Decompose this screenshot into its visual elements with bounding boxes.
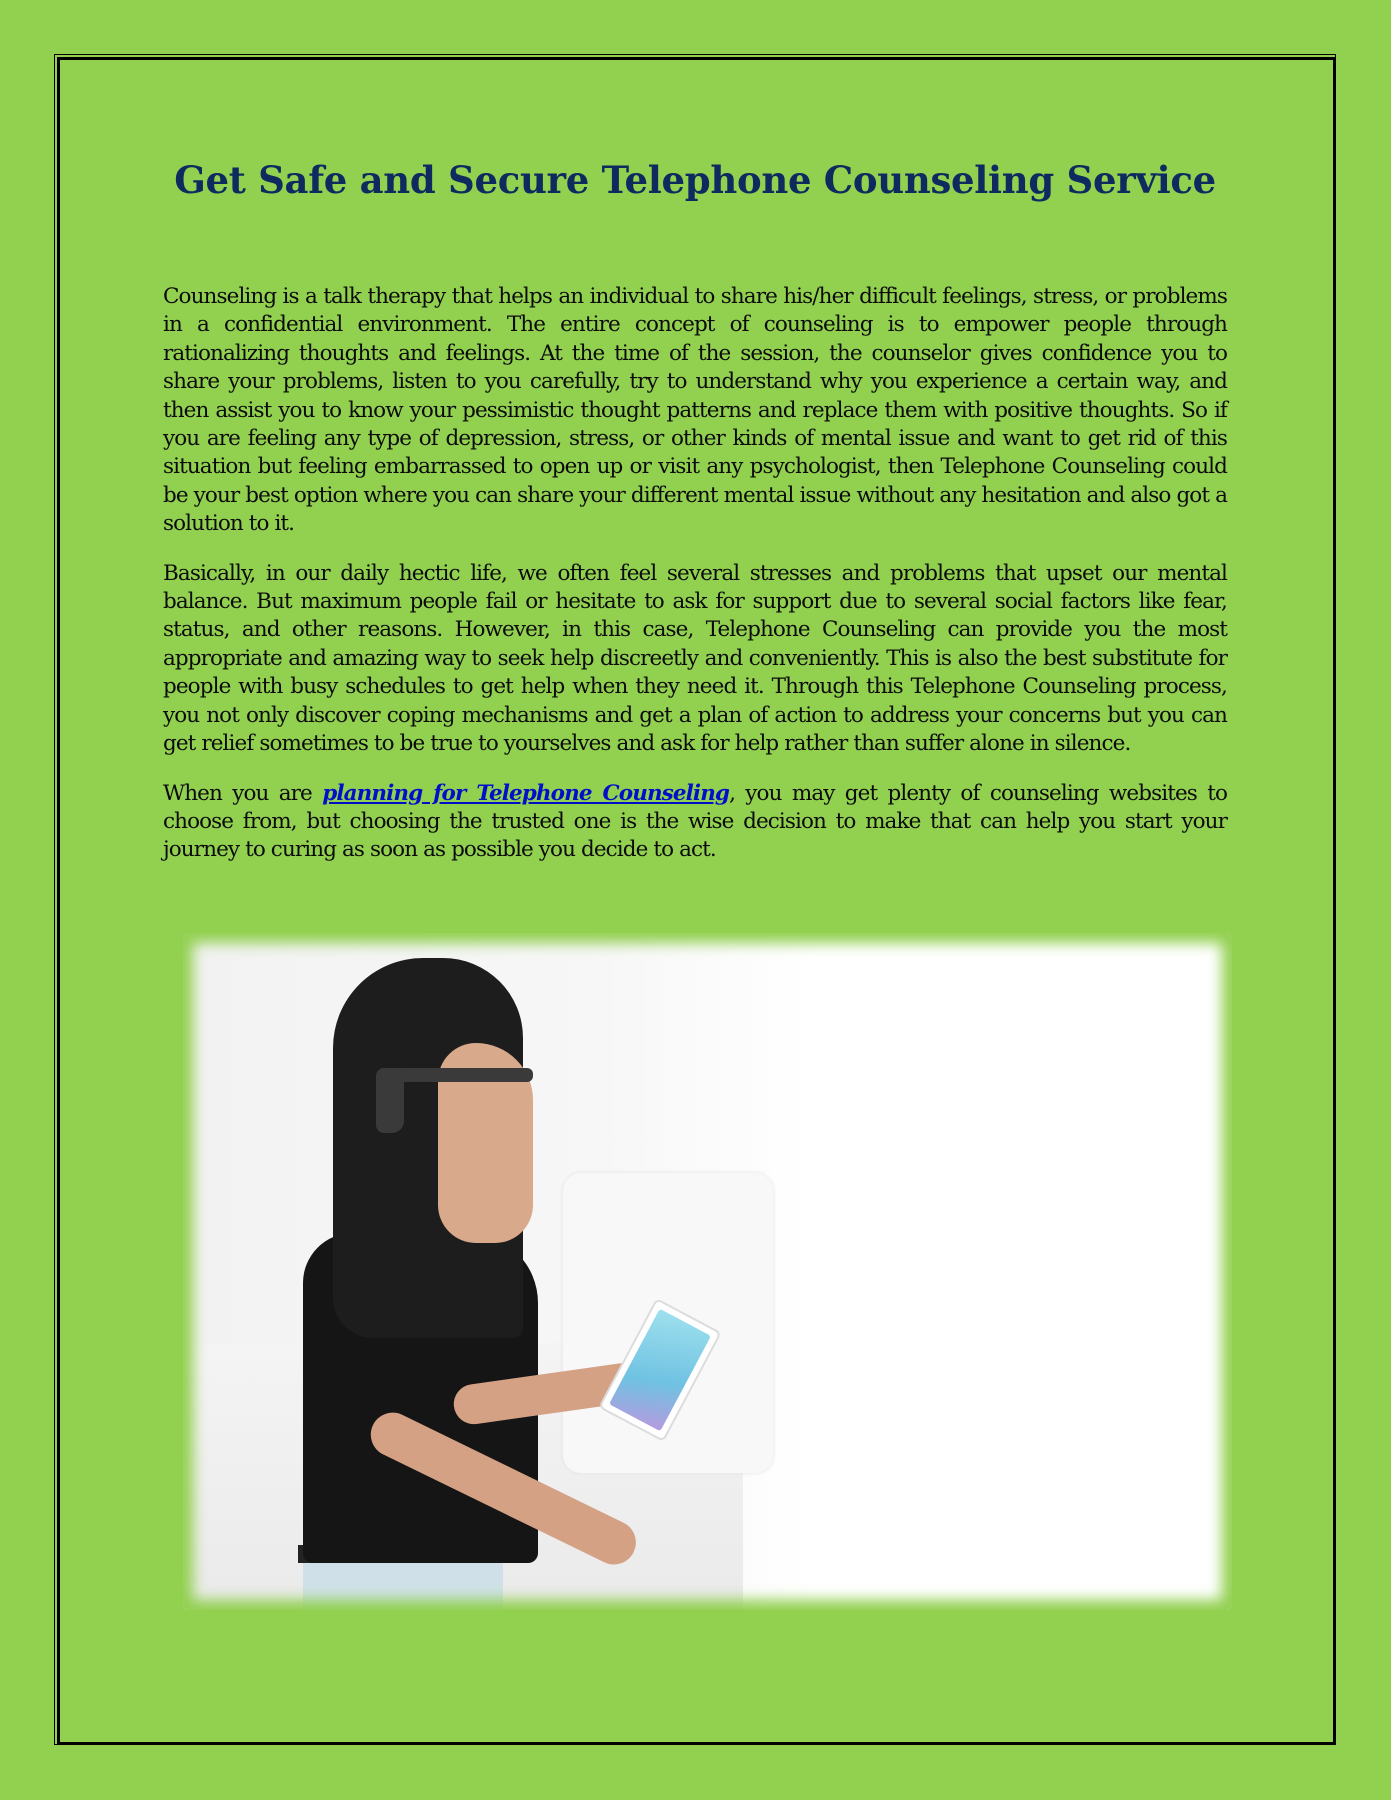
article-photo	[183, 933, 1232, 1610]
paragraph-2: Basically, in our daily hectic life, we often feel several stresses and problems that upset our mental balance. But maximum people fail or hesitate to ask for support due to several social factors like fear, status, and other reasons. However, in this case, Telephone Counseling can provide you the most appropriate and amazing way to seek help discreetly and conveniently. This is also the best substitute for people with busy schedules to get help when they need it. Through this Telephone Counseling process, you not only discover coping mechanisms and get a plan of action to address your concerns but you can get relief sometimes to be true to yourselves and ask for help rather than suffer alone in silence.	[163, 560, 1227, 757]
paragraph-3-lead: When you are	[163, 780, 323, 806]
paragraph-1: Counseling is a talk therapy that helps an individual to share his/her difficult feelings, stress, or problems in a confidential environment. The entire concept of counseling is to empower people through rationalizing thoughts and feelings. At the time of the session, the counselor gives confidence you to share your problems, listen to you carefully, try to understand why you experience a certain way, and then assist you to know your pessimistic thought patterns and replace them with positive thoughts. So if you are feeling any type of depression, stress, or other kinds of mental issue and want to get rid of this situation but feeling embarrassed to open up or visit any psychologist, then Telephone Counseling could be your best option where you can share your different mental issue without any hesitation and also got a solution to it.	[163, 284, 1227, 537]
telephone-counseling-link[interactable]: planning for Telephone Counseling	[322, 780, 730, 806]
photo-headband-pod	[376, 1068, 404, 1133]
article-body	[163, 283, 1227, 886]
paragraph-3	[163, 780, 1227, 865]
paragraph-3-tail: , you may get plenty of counseling websites to choose from, but choosing the trusted one is the wise decision to make that can help you start your journey to curing as soon as possible you decide to act.	[163, 780, 1227, 863]
page-title: Get Safe and Secure Telephone Counseling Service	[174, 158, 1216, 202]
